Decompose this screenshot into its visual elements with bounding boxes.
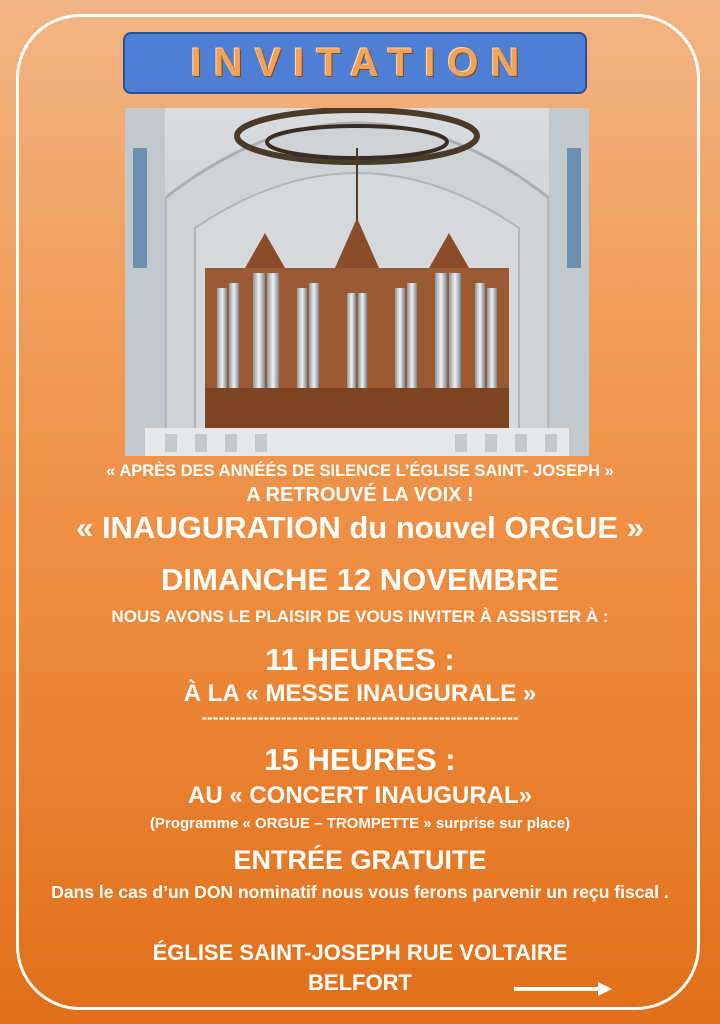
entry-free: ENTRÉE GRATUITE: [233, 845, 487, 875]
invite-line: NOUS AVONS LE PLAISIR DE VOUS INVITER À ASSISTER À :: [111, 607, 609, 626]
time-1: 11 HEURES :: [265, 642, 455, 677]
arrow-right-icon: [514, 980, 612, 998]
programme-note: (Programme « ORGUE – TROMPETTE » surprise sur place): [149, 815, 571, 832]
title-banner: [123, 32, 587, 94]
time-2: 15 HEURES :: [264, 742, 456, 777]
event-date: DIMANCHE 12 NOVEMBRE: [161, 562, 559, 597]
address-line-1: ÉGLISE SAINT-JOSEPH RUE VOLTAIRE: [152, 940, 568, 965]
voice-line: A RETROUVÉ LA VOIX !: [246, 484, 474, 506]
donation-note: Dans le cas d’un DON nominatif nous vous ferons parvenir un reçu fiscal .: [51, 882, 669, 902]
event-1: À LA « MESSE INAUGURALE »: [183, 680, 537, 707]
event-2: AU « CONCERT INAUGURAL»: [187, 782, 532, 809]
quote-line: « APRÈS DES ANNÉÉS DE SILENCE L’ÉGLISE SAINT- JOSEPH »: [106, 462, 614, 480]
page-title: INVITATION: [190, 40, 532, 85]
address-line-2: BELFORT: [308, 970, 412, 995]
address: [0, 938, 720, 998]
church-organ-photo: [125, 108, 589, 456]
separator: --------------------------------------------------------: [201, 708, 519, 727]
inauguration-heading: « INAUGURATION du nouvel ORGUE »: [76, 510, 644, 545]
